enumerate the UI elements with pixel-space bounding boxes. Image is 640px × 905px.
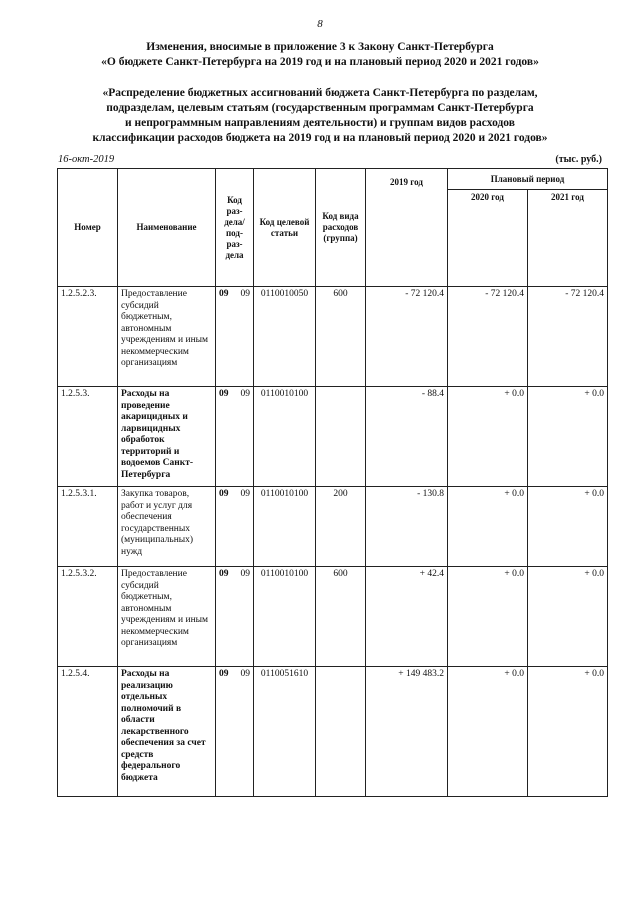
row-section: 09 <box>219 489 229 499</box>
table-row <box>58 487 608 567</box>
row-section-code <box>216 387 254 487</box>
subtitle-line: и непрограммным направлениям деятельности) и группам видов расходов <box>125 117 515 129</box>
row-target-code: 0110010100 <box>254 387 316 487</box>
budget-table <box>57 168 608 797</box>
row-amount-2021: - 72 120.4 <box>528 287 608 387</box>
row-number: 1.2.5.3. <box>58 387 118 487</box>
page-number: 8 <box>317 18 323 30</box>
row-section-code <box>216 487 254 567</box>
row-kind-code <box>316 387 366 487</box>
document-title <box>30 40 610 70</box>
header-target: Код целевой статьи <box>254 169 316 287</box>
row-amount-2020: + 0.0 <box>448 667 528 797</box>
row-kind-code <box>316 667 366 797</box>
title-line: «О бюджете Санкт-Петербурга на 2019 год и на плановый период 2020 и 2021 годов» <box>101 56 539 68</box>
row-amount-2020: + 0.0 <box>448 387 528 487</box>
header-name: Наименование <box>118 169 216 287</box>
table-row <box>58 567 608 667</box>
row-target-code: 0110051610 <box>254 667 316 797</box>
row-number: 1.2.5.2.3. <box>58 287 118 387</box>
row-section: 09 <box>219 569 229 579</box>
header-number: Номер <box>58 169 118 287</box>
row-target-code: 0110010100 <box>254 567 316 667</box>
row-amount-2021: + 0.0 <box>528 387 608 487</box>
title-line: Изменения, вносимые в приложение 3 к Закону Санкт-Петербурга <box>146 41 494 53</box>
row-amount-2021: + 0.0 <box>528 667 608 797</box>
document-date: 16-окт-2019 <box>58 154 115 165</box>
header-2021: 2021 год <box>528 190 608 287</box>
row-amount-2019: + 42.4 <box>366 567 448 667</box>
row-section-code <box>216 567 254 667</box>
row-kind-code: 600 <box>316 287 366 387</box>
header-kind: Код вида расходов (группа) <box>316 169 366 287</box>
row-amount-2021: + 0.0 <box>528 487 608 567</box>
table-row <box>58 387 608 487</box>
header-section: Код раз-дела/ под-раз-дела <box>216 169 254 287</box>
document-subtitle <box>30 86 610 146</box>
row-subsection: 09 <box>240 289 250 299</box>
row-amount-2021: + 0.0 <box>528 567 608 667</box>
row-subsection: 09 <box>240 489 250 499</box>
row-target-code: 0110010100 <box>254 487 316 567</box>
units-label: (тыс. руб.) <box>555 154 602 165</box>
header-planned: Плановый период <box>448 169 608 190</box>
row-amount-2019: - 72 120.4 <box>366 287 448 387</box>
row-target-code: 0110010050 <box>254 287 316 387</box>
row-section-code <box>216 287 254 387</box>
row-section: 09 <box>219 669 229 679</box>
row-name: Закупка товаров, работ и услуг для обеспечения государственных (муниципальных) нужд <box>118 487 216 567</box>
row-amount-2020: - 72 120.4 <box>448 287 528 387</box>
row-name: Расходы на проведение акарицидных и ларвицидных обработок территорий и водоемов Санкт-Петербурга <box>118 387 216 487</box>
row-amount-2019: + 149 483.2 <box>366 667 448 797</box>
row-amount-2020: + 0.0 <box>448 567 528 667</box>
header-2020: 2020 год <box>448 190 528 287</box>
row-name: Расходы на реализацию отдельных полномочий в области лекарственного обеспечения за счет средств федерального бюджета <box>118 667 216 797</box>
row-number: 1.2.5.3.1. <box>58 487 118 567</box>
row-subsection: 09 <box>240 669 250 679</box>
row-section: 09 <box>219 389 229 399</box>
table-row <box>58 667 608 797</box>
subtitle-line: «Распределение бюджетных ассигнований бюджета Санкт-Петербурга по разделам, <box>102 87 538 99</box>
subtitle-line: классификации расходов бюджета на 2019 год и на плановый период 2020 и 2021 годов» <box>92 132 548 144</box>
row-name: Предоставление субсидий бюджетным, автономным учреждениям и иным некоммерческим организациям <box>118 567 216 667</box>
row-section: 09 <box>219 289 229 299</box>
row-subsection: 09 <box>240 569 250 579</box>
row-amount-2019: - 130.8 <box>366 487 448 567</box>
row-amount-2019: - 88.4 <box>366 387 448 487</box>
row-subsection: 09 <box>240 389 250 399</box>
row-section-code <box>216 667 254 797</box>
header-2019: 2019 год <box>366 169 448 287</box>
row-number: 1.2.5.4. <box>58 667 118 797</box>
row-number: 1.2.5.3.2. <box>58 567 118 667</box>
table-row <box>58 287 608 387</box>
row-amount-2020: + 0.0 <box>448 487 528 567</box>
row-name: Предоставление субсидий бюджетным, автономным учреждениям и иным некоммерческим организациям <box>118 287 216 387</box>
subtitle-line: подразделам, целевым статьям (государственным программам Санкт-Петербурга <box>106 102 534 114</box>
row-kind-code: 200 <box>316 487 366 567</box>
row-kind-code: 600 <box>316 567 366 667</box>
